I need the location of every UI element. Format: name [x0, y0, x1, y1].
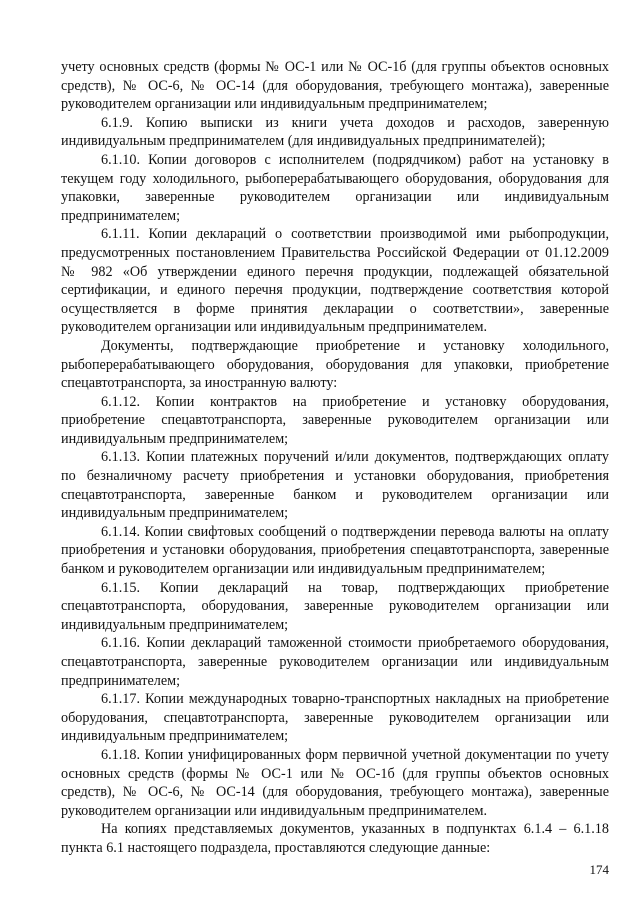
- paragraph-8: 6.1.15. Копии деклараций на товар, подтверждающих приобретение спецавтотранспорта, оборудования, заверенные руководителем организации или индивидуальным предпринимателем;: [61, 579, 609, 633]
- paragraph-3: 6.1.11. Копии деклараций о соответствии производимой ими рыбопродукции, предусмотренных постановлением Правительства Российской Федерации от 01.12.2009 № 982 «Об утверждении единого перечня продукции, подлежащей обязательной сертификации, и единого перечня продукции, подтверждение соответствия которой осуществляется в форме принятия декларации о соответствии», заверенные руководителем организации или индивидуальным предпринимателем.: [61, 226, 609, 336]
- paragraph-7: 6.1.14. Копии свифтовых сообщений о подтверждении перевода валюты на оплату приобретения и установки оборудования, приобретения спецавтотранспорта, заверенные банком и руководителем организации или индивидуальным предпринимателем;: [61, 523, 609, 578]
- page-number: 174: [589, 862, 609, 877]
- paragraph-1: 6.1.9. Копию выписки из книги учета доходов и расходов, заверенную индивидуальным предпринимателем (для индивидуальных предпринимателей);: [61, 114, 609, 150]
- paragraph-5: 6.1.12. Копии контрактов на приобретение и установку оборудования, приобретение спецавтотранспорта, заверенные руководителем организации или индивидуальным предпринимателем;: [61, 393, 609, 447]
- paragraph-11: 6.1.18. Копии унифицированных форм первичной учетной документации по учету основных средств (формы № ОС-1 или № ОС-1б (для группы объектов основных средств), № ОС-6, № ОС-14 (для оборудования, требующего монтажа), заверенные руководителем организации или индивидуальным предпринимателем.: [61, 746, 609, 819]
- paragraph-10: 6.1.17. Копии международных товарно-транспортных накладных на приобретение оборудования, спецавтотранспорта, заверенные руководителем организации или индивидуальным предпринимателем;: [61, 691, 609, 745]
- paragraph-4: Документы, подтверждающие приобретение и установку холодильного, рыбоперерабатывающего оборудования, оборудования для упаковки, приобретение спецавтотранспорта, за иностранную валюту:: [61, 337, 609, 392]
- paragraph-0: учету основных средств (формы № ОС-1 или № ОС-1б (для группы объектов основных средств), № ОС-6, № ОС-14 (для оборудования, требующего монтажа), заверенные руководителем организации или индивидуальным предпринимателем;: [61, 59, 609, 113]
- paragraph-6: 6.1.13. Копии платежных поручений и/или документов, подтверждающих оплату по безналичному расчету приобретения и установки оборудования, приобретения спецавтотранспорта, заверенные банком и руководителем организации или индивидуальным предпринимателем;: [61, 449, 609, 522]
- paragraph-9: 6.1.16. Копии деклараций таможенной стоимости приобретаемого оборудования, спецавтотранспорта, заверенные руководителем организации или индивидуальным предпринимателем;: [61, 635, 609, 689]
- paragraph-2: 6.1.10. Копии договоров с исполнителем (подрядчиком) работ на установку в текущем году холодильного, рыбоперерабатывающего оборудования, оборудования для упаковки, заверенные руководителем организации или индивидуальным предпринимателем;: [61, 151, 609, 224]
- paragraph-12: На копиях представляемых документов, указанных в подпунктах 6.1.4 – 6.1.18 пункта 6.1 настоящего подраздела, проставляются следующие данные:: [61, 821, 609, 856]
- document-body: [61, 58, 609, 858]
